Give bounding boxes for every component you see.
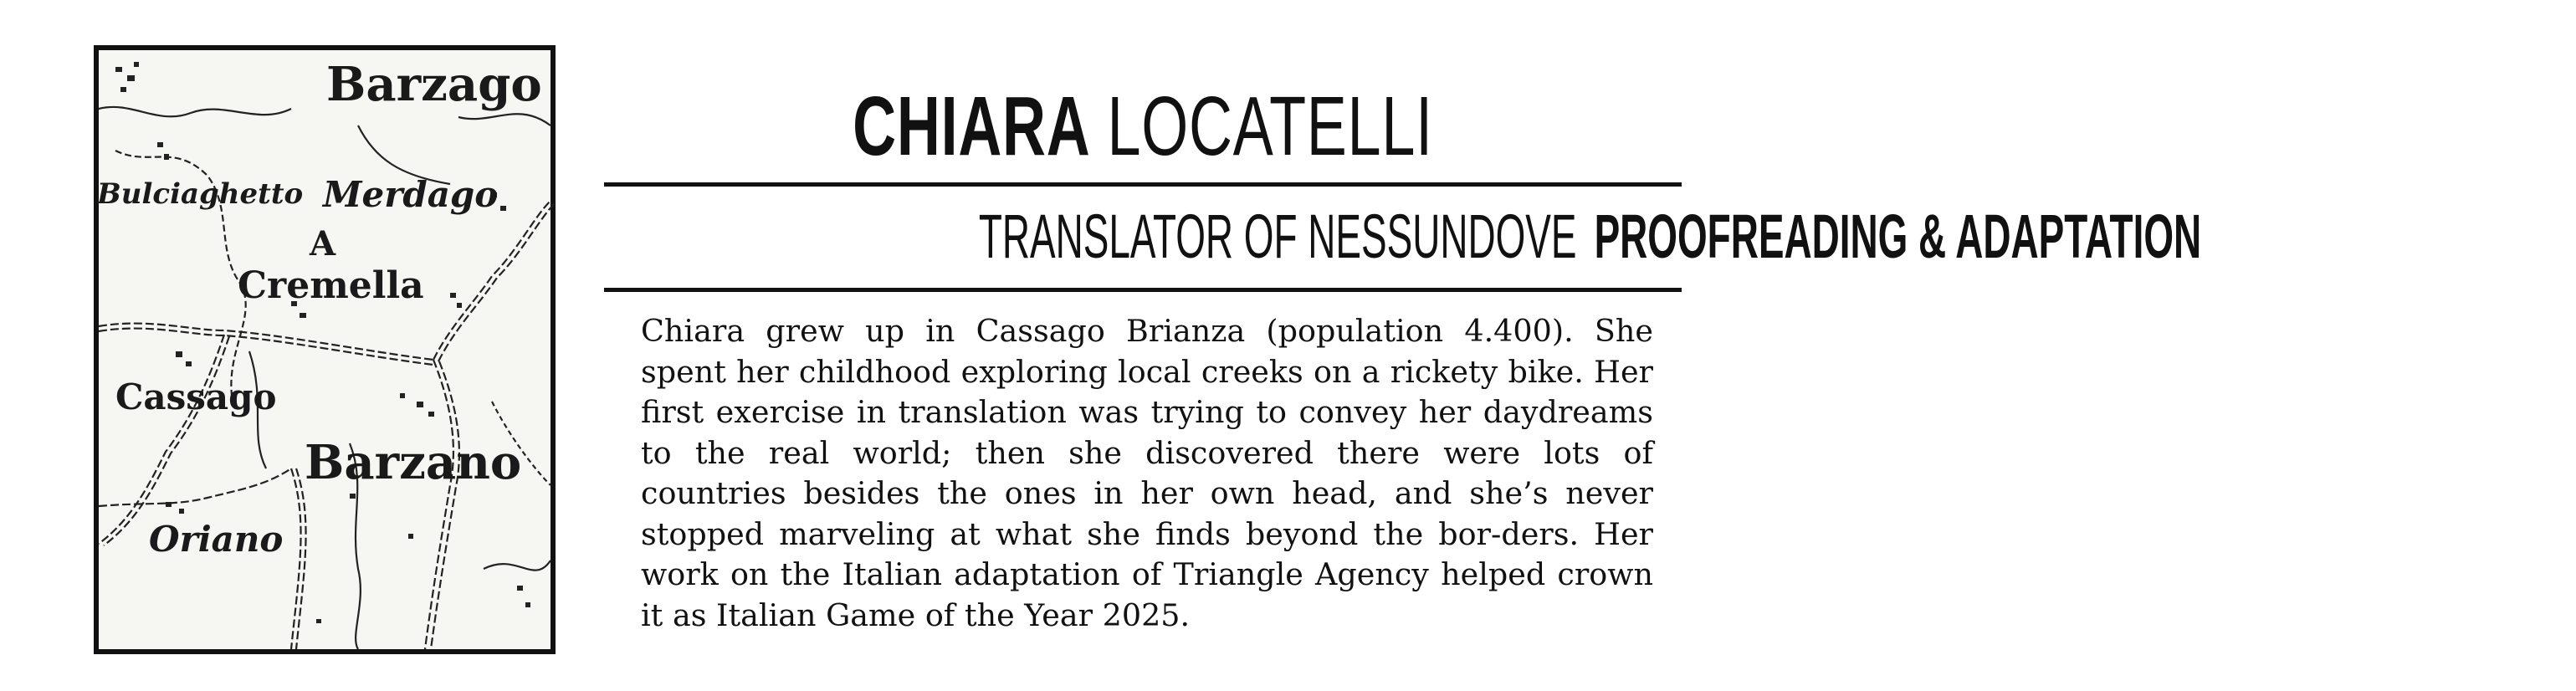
map-label-barzano: Barzano	[305, 435, 522, 490]
person-name	[755, 80, 1530, 172]
map-label-cremella: Cremella	[238, 264, 424, 307]
primary-role: TRANSLATOR OF NESSUNDOVE	[978, 202, 1577, 271]
map-label-oriano: Oriano	[149, 519, 284, 560]
map-label-a: A	[310, 224, 336, 264]
bottom-divider	[604, 288, 1682, 292]
first-name: CHIARA	[853, 79, 1091, 173]
map-label-bulciaghetto: Bulciaghetto	[97, 177, 304, 211]
map-label-cassago: Cassago	[115, 376, 277, 417]
top-divider	[604, 182, 1682, 187]
last-name: LOCATELLI	[1107, 79, 1433, 173]
roles-line	[604, 199, 2202, 274]
secondary-role: PROOFREADING & ADAPTATION	[1594, 202, 2202, 271]
map-label-barzago: Barzago	[326, 57, 542, 112]
map-image	[94, 45, 556, 654]
map-label-merdago: Merdago	[323, 174, 499, 215]
bio-paragraph: Chiara grew up in Cassago Brianza (population 4.400). She spent her childhood exploring local creeks on a rickety bike. Her first exercise in translation was trying to convey her daydreams to the real world; then she discovered there were lots of countries besides the ones in her own head, and she’s never stopped marveling at what she finds beyond the bor-ders. Her work on the Italian adaptation of Triangle Agency helped crown it as Italian Game of the Year 2025.	[641, 313, 1653, 633]
